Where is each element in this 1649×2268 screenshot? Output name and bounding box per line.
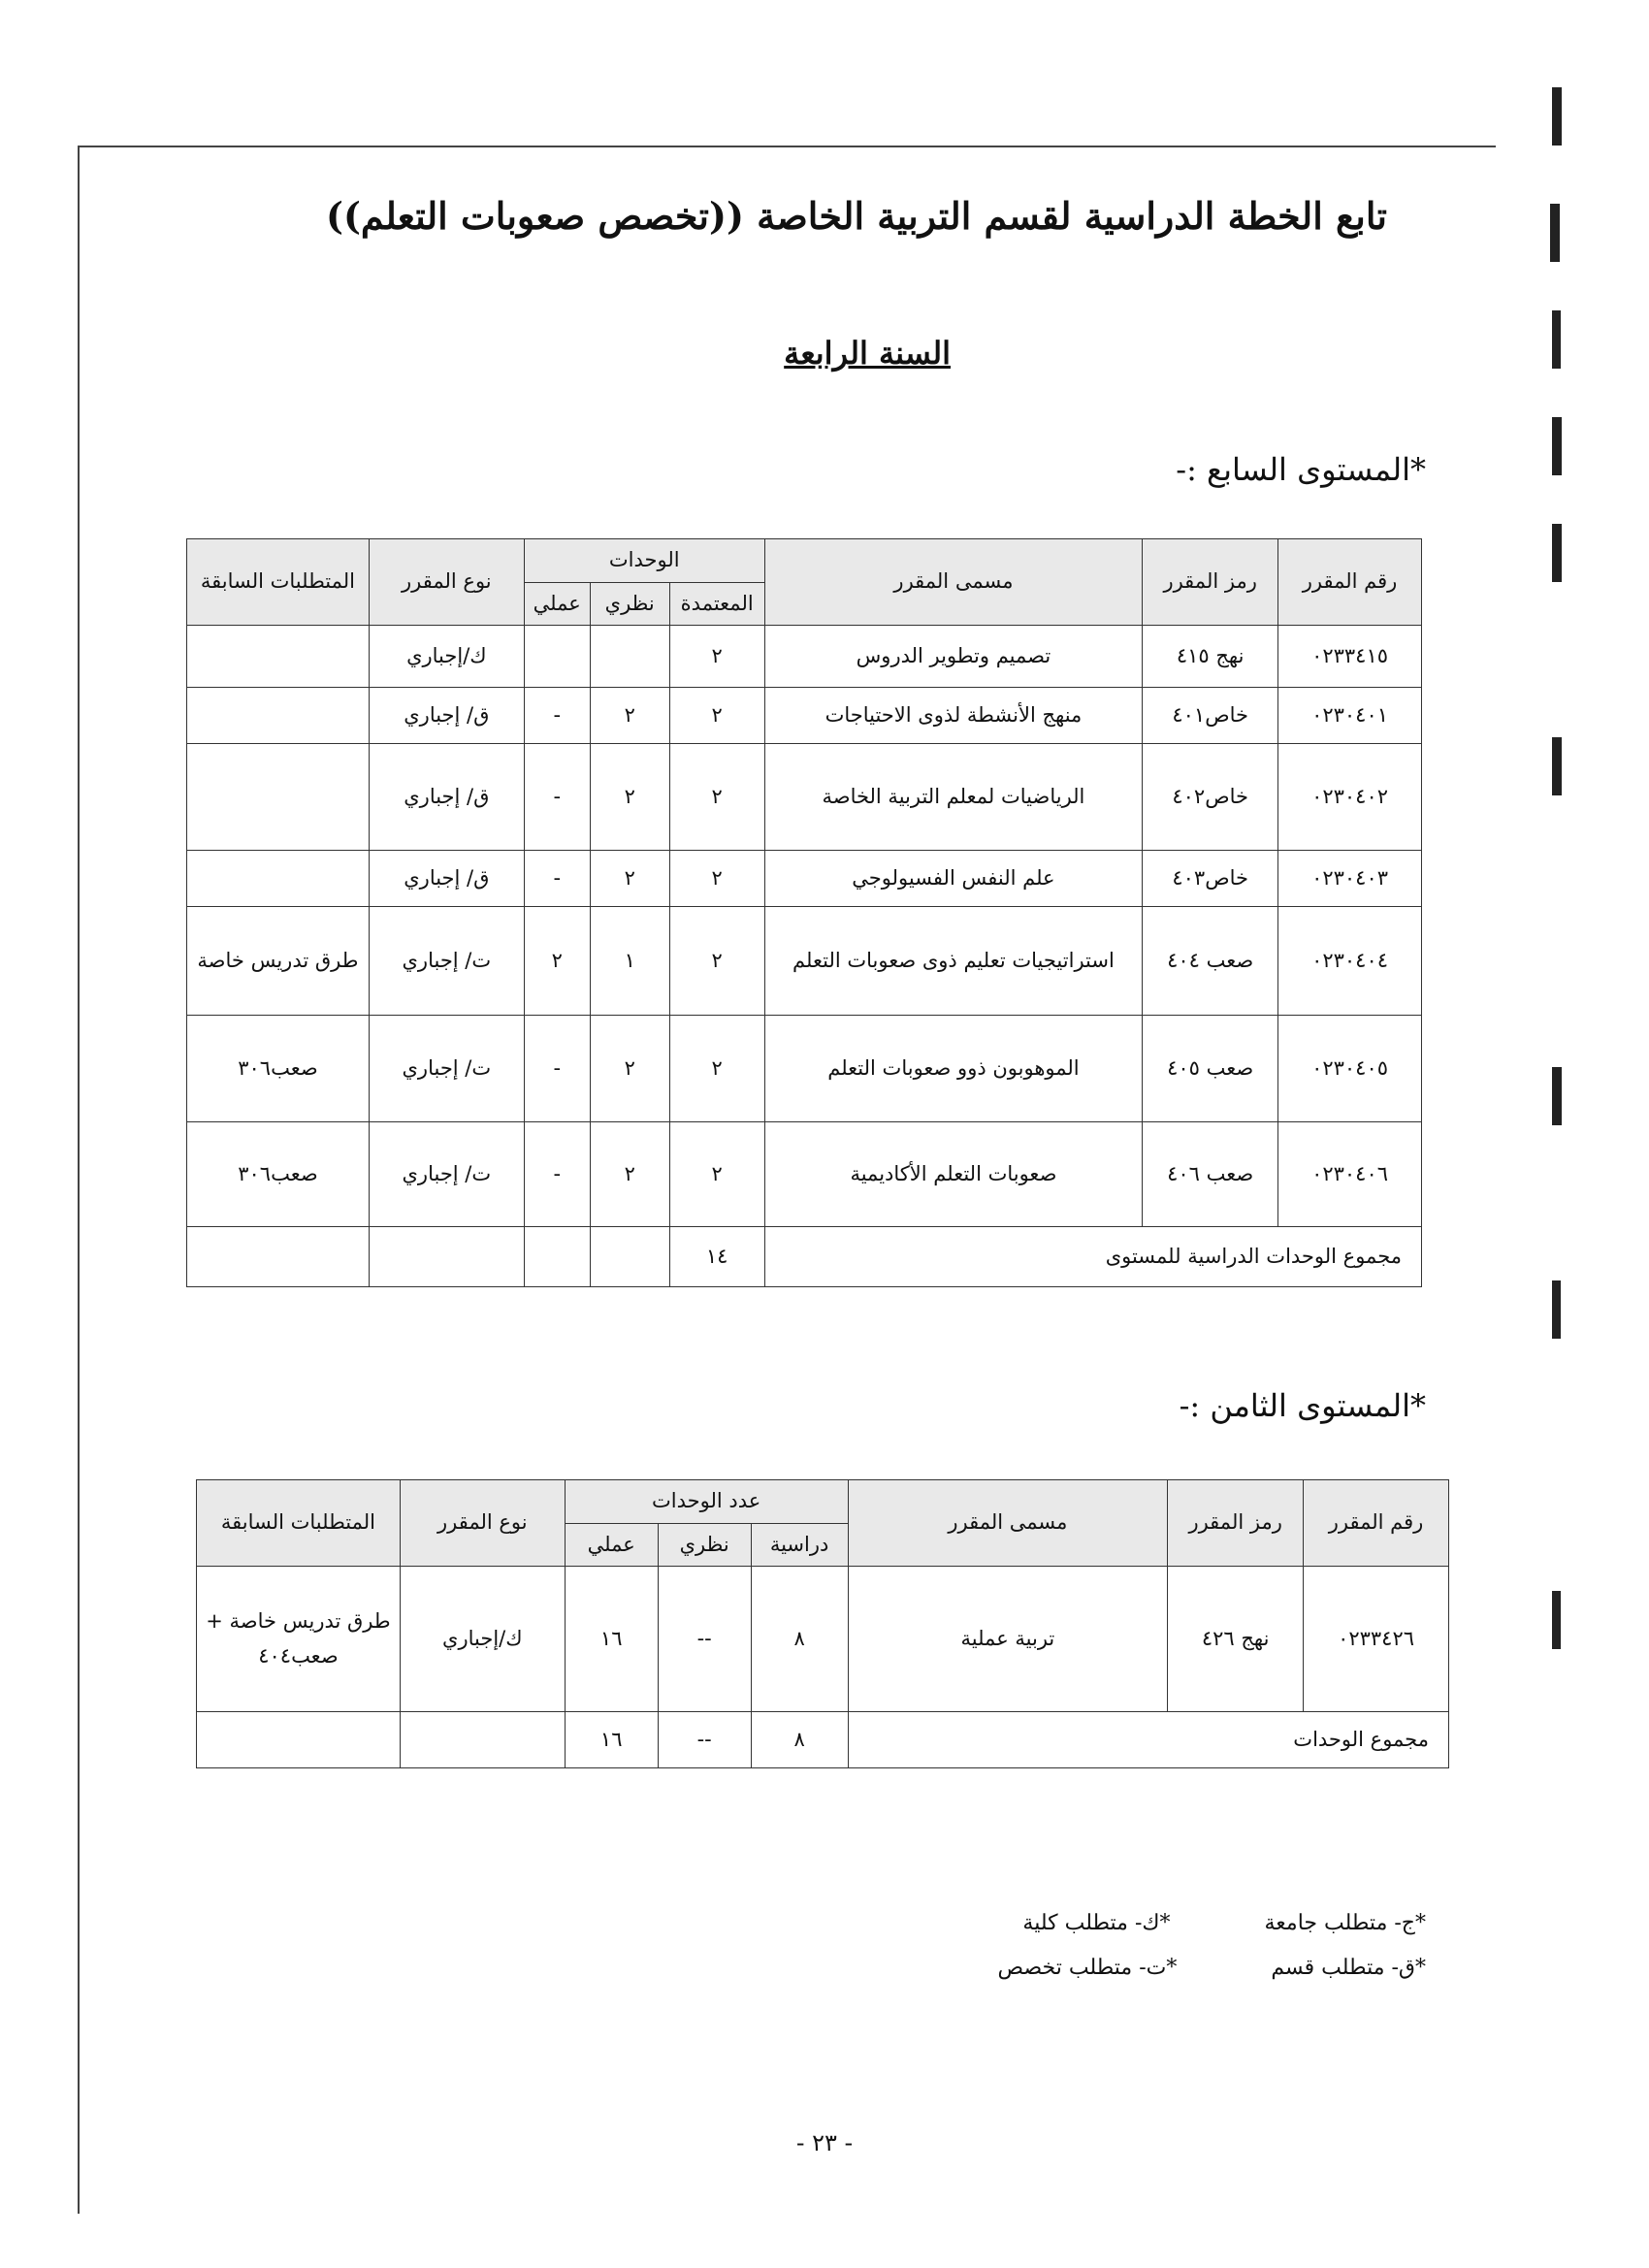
- header-course-name: مسمى المقرر: [764, 539, 1143, 626]
- total-practical: ١٦: [565, 1712, 658, 1768]
- level8-heading: *المستوى الثامن :-: [1179, 1387, 1426, 1424]
- header-course-no: رقم المقرر: [1278, 539, 1422, 626]
- prereq: صعب٣٠٦: [187, 1016, 370, 1122]
- course-code: نهج ٤١٥: [1143, 626, 1278, 688]
- course-no: ٠٢٣٣٤٢٦: [1304, 1567, 1449, 1712]
- course-code: صعب ٤٠٤: [1143, 907, 1278, 1016]
- scan-mark: [1552, 87, 1562, 146]
- table-row: [187, 851, 1422, 907]
- course-name: الموهوبون ذوو صعوبات التعلم: [764, 1016, 1143, 1122]
- course-name: صعوبات التعلم الأكاديمية: [764, 1122, 1143, 1227]
- header-units: عدد الوحدات: [565, 1480, 848, 1524]
- course-name: الرياضيات لمعلم التربية الخاصة: [764, 744, 1143, 851]
- course-no: ٠٢٣٠٤٠٣: [1278, 851, 1422, 907]
- scan-mark: [1552, 1591, 1561, 1649]
- course-type: ق/ إجباري: [369, 744, 524, 851]
- scan-mark: [1550, 204, 1560, 262]
- course-no: ٠٢٣٠٤٠٦: [1278, 1122, 1422, 1227]
- units-theory: ٢: [590, 688, 669, 744]
- header-course-code: رمز المقرر: [1168, 1480, 1304, 1567]
- units-accredited: ٢: [669, 851, 764, 907]
- units-practical: -: [524, 851, 590, 907]
- year-heading: السنة الرابعة: [784, 335, 951, 372]
- units-practical: -: [524, 1122, 590, 1227]
- units-theory: ٢: [590, 1016, 669, 1122]
- scan-mark: [1552, 737, 1562, 795]
- header-practical: عملي: [565, 1523, 658, 1567]
- header-theory: نظري: [658, 1523, 751, 1567]
- prereq: [187, 744, 370, 851]
- legend-college: *ك- متطلب كلية: [1022, 1911, 1171, 1935]
- legend-department: *ق- متطلب قسم: [1271, 1956, 1426, 1981]
- prereq: [187, 851, 370, 907]
- total-row: [187, 1227, 1422, 1287]
- header-course-no: رقم المقرر: [1304, 1480, 1449, 1567]
- table-row: [187, 688, 1422, 744]
- page-number: - ٢٣ -: [795, 2129, 854, 2156]
- units-study: ٨: [751, 1567, 848, 1712]
- course-type: ك/إجباري: [400, 1567, 565, 1712]
- units-theory: ٢: [590, 744, 669, 851]
- legend: [388, 1901, 1426, 1991]
- prereq: صعب٣٠٦: [187, 1122, 370, 1227]
- header-course-code: رمز المقرر: [1143, 539, 1278, 626]
- header-units: الوحدات: [524, 539, 764, 583]
- units-theory: ٢: [590, 851, 669, 907]
- course-name: تصميم وتطوير الدروس: [764, 626, 1143, 688]
- course-type: ت/ إجباري: [369, 1122, 524, 1227]
- header-prereq: المتطلبات السابقة: [187, 539, 370, 626]
- header-prereq: المتطلبات السابقة: [197, 1480, 401, 1567]
- table-row: [197, 1567, 1449, 1712]
- course-code: نهج ٤٢٦: [1168, 1567, 1304, 1712]
- scan-mark: [1552, 417, 1562, 475]
- total-label: مجموع الوحدات: [848, 1712, 1448, 1768]
- course-code: خاص٤٠١: [1143, 688, 1278, 744]
- prereq: [187, 688, 370, 744]
- course-no: ٠٢٣٠٤٠١: [1278, 688, 1422, 744]
- course-name: استراتيجيات تعليم ذوى صعوبات التعلم: [764, 907, 1143, 1016]
- course-code: خاص٤٠٣: [1143, 851, 1278, 907]
- units-practical: [524, 626, 590, 688]
- prereq: طرق تدريس خاصة + صعب٤٠٤: [197, 1567, 401, 1712]
- course-name: علم النفس الفسيولوجي: [764, 851, 1143, 907]
- units-accredited: ٢: [669, 688, 764, 744]
- course-type: ت/ إجباري: [369, 907, 524, 1016]
- scan-mark: [1552, 1280, 1561, 1339]
- total-study: ٨: [751, 1712, 848, 1768]
- units-practical: ٢: [524, 907, 590, 1016]
- units-practical: -: [524, 688, 590, 744]
- units-accredited: ٢: [669, 626, 764, 688]
- units-practical: -: [524, 1016, 590, 1122]
- table-row: [187, 744, 1422, 851]
- header-theory: نظري: [590, 582, 669, 626]
- units-theory: ١: [590, 907, 669, 1016]
- units-accredited: ٢: [669, 907, 764, 1016]
- units-theory: [590, 626, 669, 688]
- table-row: [187, 907, 1422, 1016]
- header-course-type: نوع المقرر: [400, 1480, 565, 1567]
- total-label: مجموع الوحدات الدراسية للمستوى: [764, 1227, 1421, 1287]
- table-row: [187, 1122, 1422, 1227]
- course-no: ٠٢٣٠٤٠٥: [1278, 1016, 1422, 1122]
- course-code: صعب ٤٠٥: [1143, 1016, 1278, 1122]
- units-practical: -: [524, 744, 590, 851]
- units-accredited: ٢: [669, 1122, 764, 1227]
- header-course-name: مسمى المقرر: [848, 1480, 1168, 1567]
- header-practical: عملي: [524, 582, 590, 626]
- legend-university: *ج- متطلب جامعة: [1264, 1911, 1426, 1935]
- scan-mark: [1552, 524, 1562, 582]
- prereq: طرق تدريس خاصة: [187, 907, 370, 1016]
- document-title: تابع الخطة الدراسية لقسم التربية الخاصة ((تخصص صعوبات التعلم)): [325, 194, 1387, 238]
- course-type: ق/ إجباري: [369, 851, 524, 907]
- units-theory: ٢: [590, 1122, 669, 1227]
- scan-mark: [1552, 310, 1561, 369]
- course-type: ت/ إجباري: [369, 1016, 524, 1122]
- header-accredited: المعتمدة: [669, 582, 764, 626]
- units-theory: --: [658, 1567, 751, 1712]
- total-theory: --: [658, 1712, 751, 1768]
- course-name: تربية عملية: [848, 1567, 1168, 1712]
- header-course-type: نوع المقرر: [369, 539, 524, 626]
- header-study: دراسية: [751, 1523, 848, 1567]
- course-type: ك/إجباري: [369, 626, 524, 688]
- units-practical: ١٦: [565, 1567, 658, 1712]
- course-no: ٠٢٣٣٤١٥: [1278, 626, 1422, 688]
- total-row: [197, 1712, 1449, 1768]
- prereq: [187, 626, 370, 688]
- total-units: ١٤: [669, 1227, 764, 1287]
- units-accredited: ٢: [669, 1016, 764, 1122]
- course-name: منهج الأنشطة لذوى الاحتياجات: [764, 688, 1143, 744]
- course-code: خاص٤٠٢: [1143, 744, 1278, 851]
- course-code: صعب ٤٠٦: [1143, 1122, 1278, 1227]
- level7-table: [186, 538, 1422, 1287]
- course-no: ٠٢٣٠٤٠٢: [1278, 744, 1422, 851]
- table-row: [187, 1016, 1422, 1122]
- legend-specialization: *ت- متطلب تخصص: [997, 1956, 1178, 1981]
- scan-mark: [1552, 1067, 1562, 1125]
- table-row: [187, 626, 1422, 688]
- level8-table: [196, 1479, 1449, 1768]
- course-type: ق/ إجباري: [369, 688, 524, 744]
- units-accredited: ٢: [669, 744, 764, 851]
- level7-heading: *المستوى السابع :-: [1176, 451, 1426, 488]
- course-no: ٠٢٣٠٤٠٤: [1278, 907, 1422, 1016]
